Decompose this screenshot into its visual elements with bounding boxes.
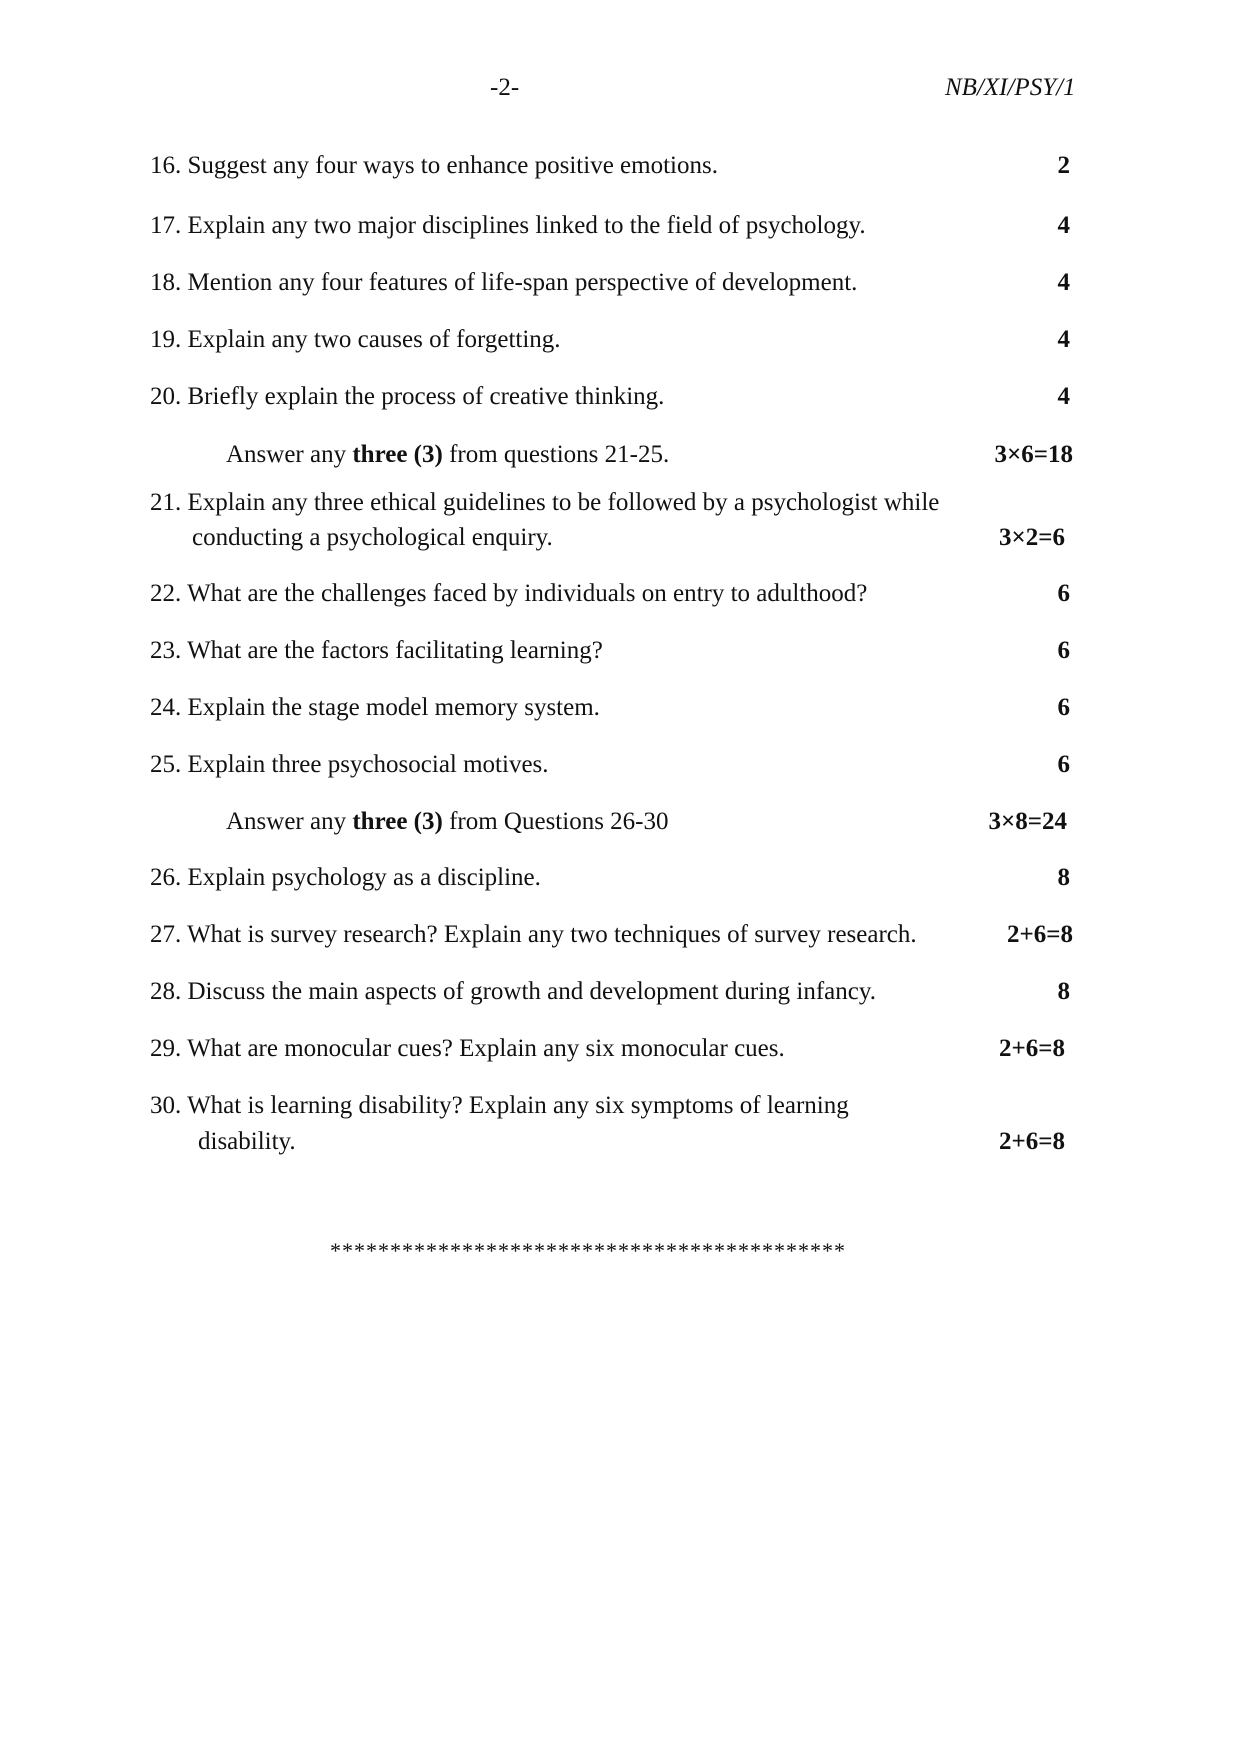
marks-23: 6 [1057,637,1070,664]
section-marks-21-25: 3×6=18 [994,441,1073,468]
marks-29: 2+6=8 [999,1035,1065,1062]
marks-16: 2 [1057,152,1070,179]
marks-27: 2+6=8 [1007,921,1073,948]
marks-20: 4 [1057,383,1070,410]
question-18: 18. Mention any four features of life-span perspective of development. [150,269,858,296]
question-26: 26. Explain psychology as a discipline. [150,864,541,891]
question-20: 20. Briefly explain the process of creative thinking. [150,383,665,410]
page-number: -2- [490,74,520,101]
marks-19: 4 [1057,326,1070,353]
question-30: 30. What is learning disability? Explain any six symptoms of learning [150,1092,849,1119]
question-28: 28. Discuss the main aspects of growth and development during infancy. [150,978,876,1005]
marks-18: 4 [1057,269,1070,296]
end-of-paper-stars: ******************************************* [330,1238,846,1263]
marks-30: 2+6=8 [999,1128,1065,1155]
marks-21: 3×2=6 [999,524,1065,551]
paper-code: NB/XI/PSY/1 [945,74,1076,101]
question-19: 19. Explain any two causes of forgetting. [150,326,561,353]
question-23: 23. What are the factors facilitating learning? [150,637,603,664]
question-16: 16. Suggest any four ways to enhance positive emotions. [150,152,718,179]
marks-25: 6 [1057,751,1070,778]
question-29: 29. What are monocular cues? Explain any six monocular cues. [150,1035,785,1062]
question-24: 24. Explain the stage model memory system. [150,694,600,721]
marks-26: 8 [1057,864,1070,891]
section-instruction-21-25: Answer any three (3) from questions 21-25. [226,441,670,468]
marks-17: 4 [1057,212,1070,239]
question-17: 17. Explain any two major disciplines linked to the field of psychology. [150,212,866,239]
marks-22: 6 [1057,580,1070,607]
marks-24: 6 [1057,694,1070,721]
question-21: 21. Explain any three ethical guidelines to be followed by a psychologist while [150,489,940,516]
question-30-continued: disability. [198,1128,296,1155]
question-25: 25. Explain three psychosocial motives. [150,751,549,778]
question-21-continued: conducting a psychological enquiry. [192,524,553,551]
question-27: 27. What is survey research? Explain any two techniques of survey research. [150,921,917,948]
section-instruction-26-30: Answer any three (3) from Questions 26-30 [226,808,669,835]
question-22: 22. What are the challenges faced by individuals on entry to adulthood? [150,580,868,607]
marks-28: 8 [1057,978,1070,1005]
section-marks-26-30: 3×8=24 [988,808,1067,835]
